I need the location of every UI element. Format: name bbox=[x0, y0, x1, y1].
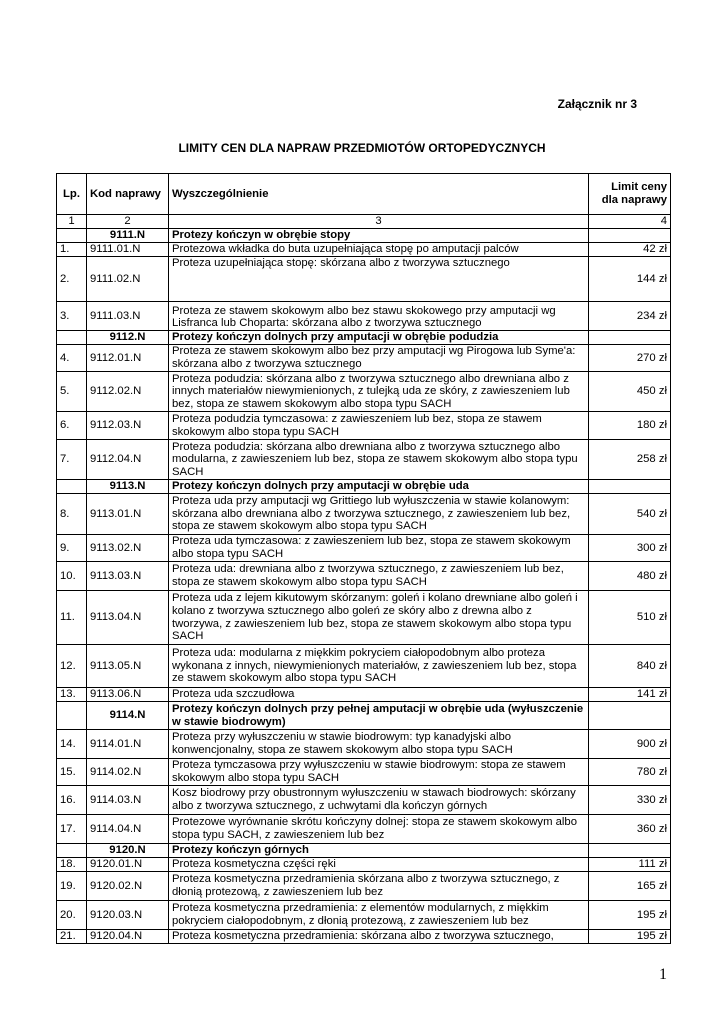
row-lp bbox=[57, 331, 87, 345]
row-lp: 16. bbox=[57, 786, 87, 815]
column-header-kod: Kod naprawy bbox=[87, 174, 169, 215]
section-row bbox=[57, 480, 671, 494]
row-lp: 9. bbox=[57, 535, 87, 562]
table-row bbox=[57, 591, 671, 645]
section-title: Protezy kończyn dolnych przy amputacji w obrębie podudzia bbox=[169, 331, 589, 345]
row-description: Proteza uda tymczasowa: z zawieszeniem lub bez, stopa ze stawem skokowym albo stopa typu SACH bbox=[169, 535, 589, 562]
row-limit: 195 zł bbox=[589, 930, 671, 944]
row-description: Proteza ze stawem skokowym albo bez stawu skokowego przy amputacji wg Lisfranca lub Choparta: skórzana albo z tworzywa sztucznego bbox=[169, 302, 589, 331]
row-limit: 234 zł bbox=[589, 302, 671, 331]
row-description: Proteza tymczasowa przy wyłuszczeniu w stawie biodrowym: stopa ze stawem skokowym albo stopa typu SACH bbox=[169, 759, 589, 786]
column-number-row bbox=[57, 215, 671, 229]
row-description: Protezowe wyrównanie skrótu kończyny dolnej: stopa ze stawem skokowym albo stopa typu SACH, z zawieszeniem lub bez bbox=[169, 815, 589, 844]
table-row bbox=[57, 815, 671, 844]
row-description: Proteza kosmetyczna przedramienia skórzana albo z tworzywa sztucznego, z dłonią protezową, z zawieszeniem lub bez bbox=[169, 872, 589, 901]
table-row bbox=[57, 872, 671, 901]
row-code: 9113.01.N bbox=[87, 494, 169, 535]
table-row bbox=[57, 372, 671, 412]
row-code: 9111.02.N bbox=[87, 257, 169, 302]
section-code: 9120.N bbox=[87, 844, 169, 858]
row-limit: 111 zł bbox=[589, 858, 671, 872]
row-code: 9113.06.N bbox=[87, 688, 169, 702]
table-row bbox=[57, 688, 671, 702]
section-row bbox=[57, 229, 671, 243]
table-row bbox=[57, 759, 671, 786]
column-number: 4 bbox=[589, 215, 671, 229]
column-number: 1 bbox=[57, 215, 87, 229]
row-limit bbox=[589, 480, 671, 494]
row-limit: 195 zł bbox=[589, 901, 671, 930]
row-description: Proteza podudzia tymczasowa: z zawieszeniem lub bez, stopa ze stawem skokowym albo stopa typu SACH bbox=[169, 412, 589, 440]
page-number: 1 bbox=[659, 966, 667, 983]
table-body bbox=[57, 229, 671, 944]
row-lp: 18. bbox=[57, 858, 87, 872]
section-title: Protezy kończyn dolnych przy amputacji w obrębie uda bbox=[169, 480, 589, 494]
row-description: Proteza uzupełniająca stopę: skórzana albo z tworzywa sztucznego bbox=[169, 257, 589, 302]
row-lp: 3. bbox=[57, 302, 87, 331]
row-lp: 20. bbox=[57, 901, 87, 930]
row-description: Proteza uda z lejem kikutowym skórzanym: goleń i kolano drewniane albo goleń i kolano z tworzywa sztucznego albo goleń ze skóry albo z drewna albo z tworzywa, z zawieszeniem lub bez, stopa ze stawem skokowym albo stopa typu SACH bbox=[169, 591, 589, 645]
row-lp: 6. bbox=[57, 412, 87, 440]
row-description: Proteza kosmetyczna przedramienia: z elementów modularnych, z miękkim pokryciem ciałopodobnym, z dłonią protezową, z zawieszeniem lub bez bbox=[169, 901, 589, 930]
row-limit: 450 zł bbox=[589, 372, 671, 412]
table-row bbox=[57, 786, 671, 815]
table-row bbox=[57, 535, 671, 562]
row-limit: 510 zł bbox=[589, 591, 671, 645]
row-code: 9113.04.N bbox=[87, 591, 169, 645]
row-description: Proteza uda: drewniana albo z tworzywa sztucznego, z zawieszeniem lub bez, stopa ze stawem skokowym albo stopa typu SACH bbox=[169, 562, 589, 591]
row-lp: 10. bbox=[57, 562, 87, 591]
row-limit: 780 zł bbox=[589, 759, 671, 786]
row-code: 9112.01.N bbox=[87, 345, 169, 372]
row-limit: 258 zł bbox=[589, 440, 671, 480]
row-description: Proteza uda: modularna z miękkim pokryciem ciałopodobnym albo proteza wykonana z innych, niewymienionych materiałów, z zawieszeniem lub bez, stopa ze stawem skokowym albo stopa typu SACH bbox=[169, 645, 589, 688]
section-code: 9112.N bbox=[87, 331, 169, 345]
row-code: 9120.03.N bbox=[87, 901, 169, 930]
row-limit: 180 zł bbox=[589, 412, 671, 440]
row-description: Proteza podudzia: skórzana albo drewniana albo z tworzywa sztucznego albo modularna, z zawieszeniem lub bez, stopa ze stawem skokowym albo stopa typu SACH bbox=[169, 440, 589, 480]
row-lp: 17. bbox=[57, 815, 87, 844]
column-header-limit: Limit ceny dla naprawy bbox=[589, 174, 671, 215]
row-lp: 4. bbox=[57, 345, 87, 372]
row-lp: 1. bbox=[57, 243, 87, 257]
row-limit: 42 zł bbox=[589, 243, 671, 257]
row-limit: 141 zł bbox=[589, 688, 671, 702]
row-lp: 21. bbox=[57, 930, 87, 944]
row-description: Proteza kosmetyczna części ręki bbox=[169, 858, 589, 872]
column-number: 2 bbox=[87, 215, 169, 229]
row-description: Protezowa wkładka do buta uzupełniająca stopę po amputacji palców bbox=[169, 243, 589, 257]
row-code: 9120.02.N bbox=[87, 872, 169, 901]
row-description: Kosz biodrowy przy obustronnym wyłuszczeniu w stawach biodrowych: skórzany albo z tworzywa sztucznego, z uchwytami dla kończyn górnych bbox=[169, 786, 589, 815]
row-lp bbox=[57, 480, 87, 494]
section-code: 9114.N bbox=[87, 702, 169, 730]
table-row bbox=[57, 930, 671, 944]
section-row bbox=[57, 702, 671, 730]
row-lp: 7. bbox=[57, 440, 87, 480]
row-limit: 840 zł bbox=[589, 645, 671, 688]
row-limit bbox=[589, 702, 671, 730]
row-code: 9112.04.N bbox=[87, 440, 169, 480]
row-code: 9113.03.N bbox=[87, 562, 169, 591]
row-code: 9120.04.N bbox=[87, 930, 169, 944]
row-description: Proteza przy wyłuszczeniu w stawie biodrowym: typ kanadyjski albo konwencjonalny, stopa ze stawem skokowym albo stopa typu SACH bbox=[169, 730, 589, 759]
table-header-row bbox=[57, 174, 671, 215]
row-code: 9114.04.N bbox=[87, 815, 169, 844]
row-code: 9112.03.N bbox=[87, 412, 169, 440]
row-limit: 330 zł bbox=[589, 786, 671, 815]
row-lp bbox=[57, 229, 87, 243]
row-lp: 11. bbox=[57, 591, 87, 645]
row-lp: 8. bbox=[57, 494, 87, 535]
row-lp: 12. bbox=[57, 645, 87, 688]
column-header-wyszczegolnienie: Wyszczególnienie bbox=[169, 174, 589, 215]
row-description: Proteza uda przy amputacji wg Grittiego lub wyłuszczenia w stawie kolanowym: skórzana albo drewniana albo z tworzywa sztucznego, z zawieszeniem lub bez, stopa ze stawem skokowym albo stopa typu SACH bbox=[169, 494, 589, 535]
row-lp: 14. bbox=[57, 730, 87, 759]
row-code: 9111.01.N bbox=[87, 243, 169, 257]
section-row bbox=[57, 331, 671, 345]
table-row bbox=[57, 412, 671, 440]
row-code: 9114.03.N bbox=[87, 786, 169, 815]
row-lp: 15. bbox=[57, 759, 87, 786]
row-description: Proteza ze stawem skokowym albo bez przy amputacji wg Pirogowa lub Syme'a: skórzana albo z tworzywa sztucznego bbox=[169, 345, 589, 372]
row-lp bbox=[57, 702, 87, 730]
row-description: Proteza kosmetyczna przedramienia: skórzana albo z tworzywa sztucznego, bbox=[169, 930, 589, 944]
table-row bbox=[57, 645, 671, 688]
row-limit: 360 zł bbox=[589, 815, 671, 844]
section-code: 9113.N bbox=[87, 480, 169, 494]
row-limit: 144 zł bbox=[589, 257, 671, 302]
row-limit: 480 zł bbox=[589, 562, 671, 591]
table-row bbox=[57, 901, 671, 930]
row-lp: 5. bbox=[57, 372, 87, 412]
row-limit bbox=[589, 844, 671, 858]
row-limit: 270 zł bbox=[589, 345, 671, 372]
row-limit: 540 zł bbox=[589, 494, 671, 535]
column-number: 3 bbox=[169, 215, 589, 229]
table-row bbox=[57, 562, 671, 591]
row-lp: 13. bbox=[57, 688, 87, 702]
annex-label: Załącznik nr 3 bbox=[557, 97, 637, 111]
row-description: Proteza podudzia: skórzana albo z tworzywa sztucznego albo drewniana albo z innych materiałów niewymienionych, z tulejką uda ze skóry, z zawieszeniem lub bez, stopa ze stawem skokowym albo stopa typu SACH bbox=[169, 372, 589, 412]
price-limits-table bbox=[56, 173, 671, 944]
row-code: 9114.01.N bbox=[87, 730, 169, 759]
row-code: 9113.05.N bbox=[87, 645, 169, 688]
row-description: Proteza uda szczudłowa bbox=[169, 688, 589, 702]
table-row bbox=[57, 302, 671, 331]
row-limit bbox=[589, 229, 671, 243]
row-code: 9113.02.N bbox=[87, 535, 169, 562]
section-code: 9111.N bbox=[87, 229, 169, 243]
row-limit: 900 zł bbox=[589, 730, 671, 759]
table-row bbox=[57, 858, 671, 872]
table-row bbox=[57, 257, 671, 302]
row-code: 9114.02.N bbox=[87, 759, 169, 786]
row-lp: 19. bbox=[57, 872, 87, 901]
section-row bbox=[57, 844, 671, 858]
table-row bbox=[57, 730, 671, 759]
row-limit: 300 zł bbox=[589, 535, 671, 562]
table-row bbox=[57, 440, 671, 480]
row-lp: 2. bbox=[57, 257, 87, 302]
section-title: Protezy kończyn górnych bbox=[169, 844, 589, 858]
row-limit: 165 zł bbox=[589, 872, 671, 901]
section-title: Protezy kończyn w obrębie stopy bbox=[169, 229, 589, 243]
document-title: LIMITY CEN DLA NAPRAW PRZEDMIOTÓW ORTOPEDYCZNYCH bbox=[178, 141, 546, 155]
section-title: Protezy kończyn dolnych przy pełnej amputacji w obrębie uda (wyłuszczenie w stawie biodrowym) bbox=[169, 702, 589, 730]
row-limit bbox=[589, 331, 671, 345]
column-header-lp: Lp. bbox=[57, 174, 87, 215]
row-code: 9112.02.N bbox=[87, 372, 169, 412]
row-lp bbox=[57, 844, 87, 858]
row-code: 9111.03.N bbox=[87, 302, 169, 331]
row-code: 9120.01.N bbox=[87, 858, 169, 872]
table-row bbox=[57, 494, 671, 535]
table-row bbox=[57, 243, 671, 257]
table-row bbox=[57, 345, 671, 372]
